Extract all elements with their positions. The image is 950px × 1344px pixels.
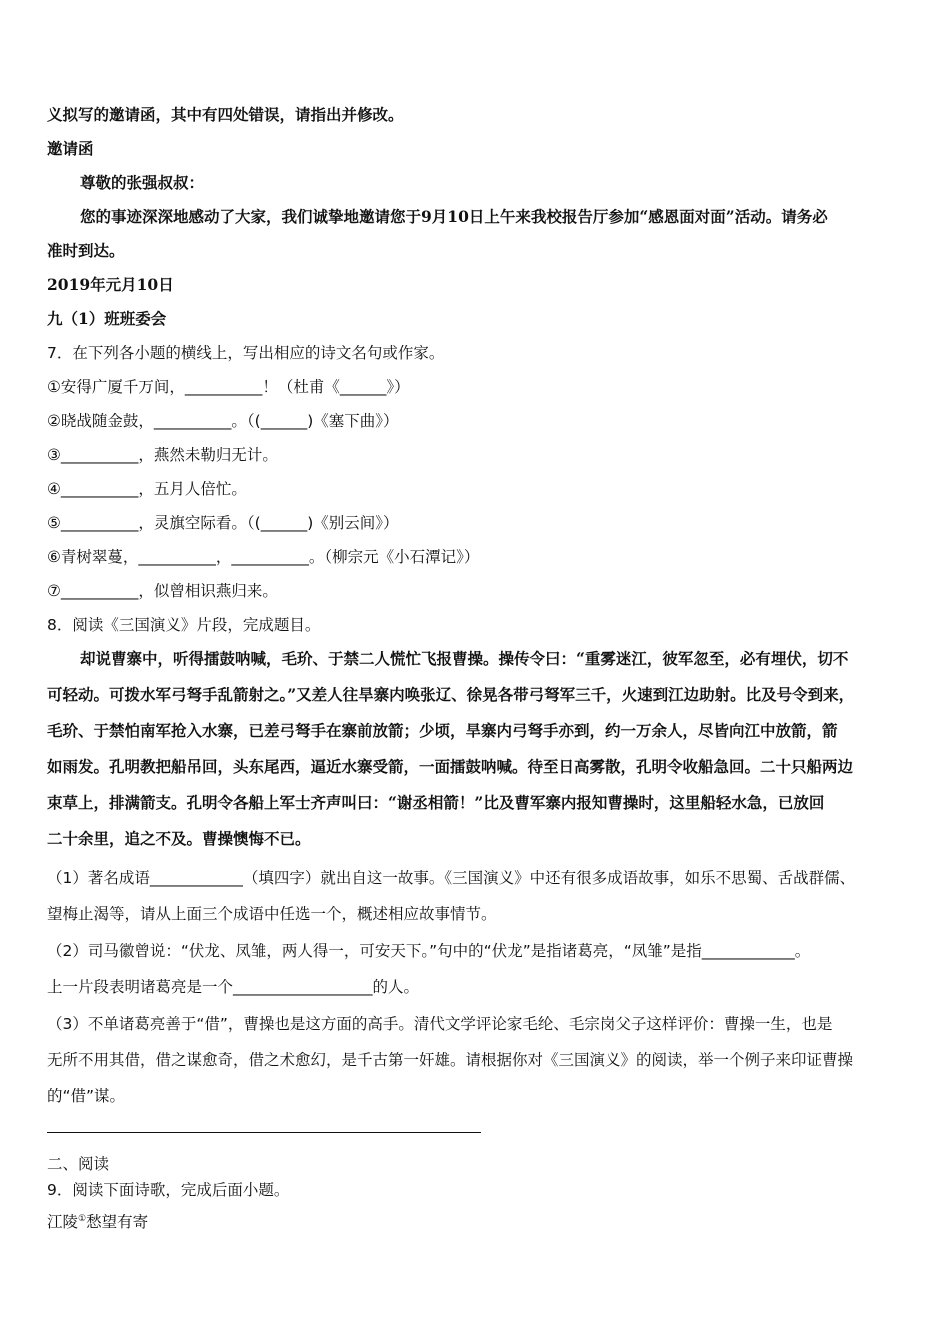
poem-title [47,1210,148,1232]
section-2-heading: 二、阅读 [47,1155,110,1173]
question-7-item-4: ④__________，五月人倍忙。 [47,480,247,498]
answer-line [47,1132,481,1133]
subquestion-2-line-1: （2）司马徽曾说：“伏龙、凤雏，两人得一，可安天下。”句中的“伏龙”是指诸葛亮，“凤雏”是指____________。 [47,942,811,960]
question-6-text-end: 义拟写的邀请函，其中有四处错误，请指出并修改。 [47,105,404,124]
question-7-item-3: ③__________，燕然未勒归无计。 [47,446,278,464]
passage-line-2: 可轻动。可拨水军弓弩手乱箭射之。”又差人往旱寨内唤张辽、徐晃各带弓弩军三千，火速到江边助射。比及号令到来， [47,685,855,704]
question-7-item-2: ②晓战随金鼓，__________。（(______)《塞下曲》） [47,412,399,430]
passage-line-5: 束草上，排满箭支。孔明令各船上军士齐声叫曰：“谢丞相箭！”比及曹军寨内报知曹操时，这里船轻水急，已放回 [47,793,825,812]
passage-line-4: 如雨发。孔明教把船吊回，头东尾西，逼近水寨受箭，一面擂鼓呐喊。待至日高雾散，孔明令收船急回。二十只船两边 [47,757,854,776]
passage-line-1: 却说曹寨中，听得擂鼓呐喊，毛玠、于禁二人慌忙飞报曹操。操传令曰：“重雾迷江，彼军忽至，必有埋伏，切不 [80,649,849,668]
subquestion-3-line-2: 无所不用其借，借之谋愈奇，借之术愈幻，是千古第一奸雄。请根据你对《三国演义》的阅读，举一个例子来印证曹操 [47,1051,854,1069]
question-7-item-1: ①安得广厦千万间，__________！（杜甫《______》） [47,378,410,396]
letter-body-line-1: 您的事迹深深地感动了大家，我们诚挚地邀请您于9月10日上午来我校报告厅参加“感恩面对面”活动。请务必 [80,207,828,226]
passage-line-6: 二十余里，追之不及。曹操懊悔不已。 [47,829,311,848]
question-7-item-7: ⑦__________，似曾相识燕归来。 [47,582,278,600]
subquestion-2-line-2: 上一片段表明诸葛亮是一个__________________的人。 [47,978,420,996]
letter-body-line-2: 准时到达。 [47,241,125,260]
subquestion-3-line-3: 的“借”谋。 [47,1087,126,1105]
subquestion-1-line-2: 望梅止渴等，请从上面三个成语中任选一个，概述相应故事情节。 [47,905,497,923]
subquestion-1-line-1: （1）著名成语____________（填四字）就出自这一故事。《三国演义》中还有很多成语故事，如乐不思蜀、舌战群儒、 [47,869,856,887]
question-9-title: 9．阅读下面诗歌，完成后面小题。 [47,1181,290,1199]
question-7-title: 7．在下列各小题的横线上，写出相应的诗文名句或作家。 [47,344,445,362]
question-7-item-6: ⑥青树翠蔓，__________，__________。（柳宗元《小石潭记》） [47,548,480,566]
question-8-title: 8．阅读《三国演义》片段，完成题目。 [47,616,321,634]
footnote-marker: ① [78,1213,87,1224]
poem-title-part-2: 愁望有寄 [86,1213,149,1231]
subquestion-3-line-1: （3）不单诸葛亮善于“借”，曹操也是这方面的高手。清代文学评论家毛纶、毛宗岗父子这样评价：曹操一生，也是 [47,1015,833,1033]
letter-date: 2019年元月10日 [47,275,174,294]
poem-title-part-1: 江陵 [47,1213,79,1231]
letter-salutation: 尊敬的张强叔叔： [80,173,205,192]
passage-line-3: 毛玠、于禁怕南军抢入水寨，已差弓弩手在寨前放箭；少顷，旱寨内弓弩手亦到，约一万余人，尽皆向江中放箭，箭 [47,721,838,740]
question-7-item-5: ⑤__________，灵旗空际看。（(______)《别云间》） [47,514,399,532]
letter-title: 邀请函 [47,139,94,158]
letter-signature: 九（1）班班委会 [47,309,167,328]
